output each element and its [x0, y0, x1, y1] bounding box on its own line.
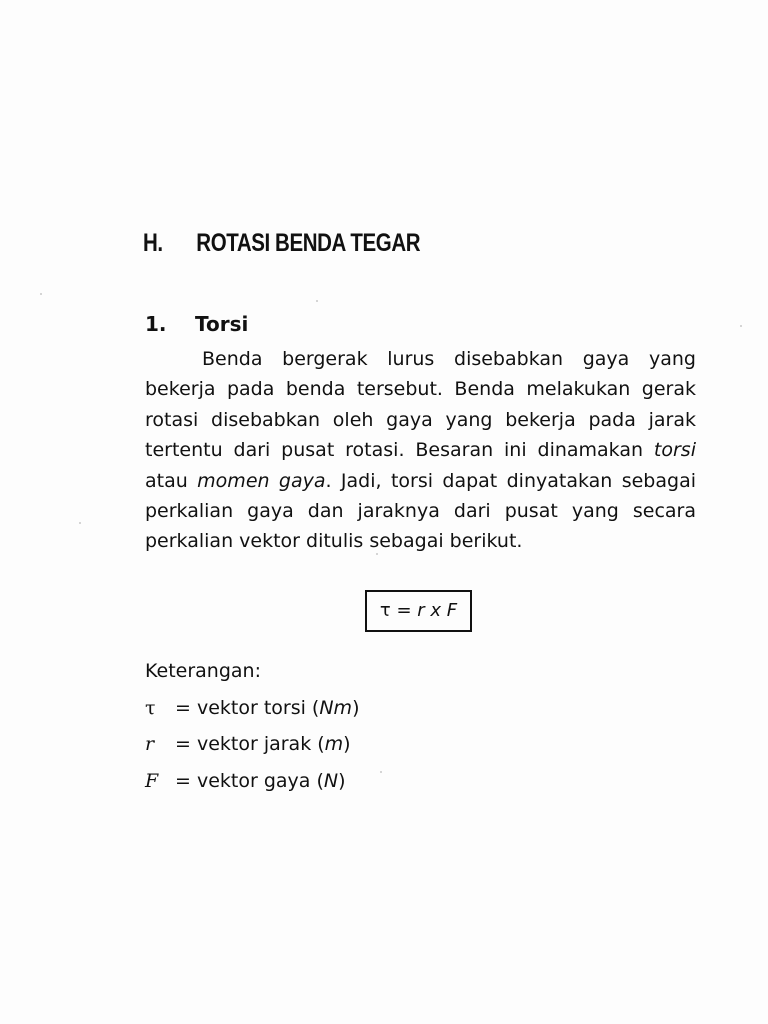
formula-operator: x: [424, 600, 447, 621]
legend-unit: Nm: [319, 697, 353, 719]
subsection-heading: [145, 312, 248, 336]
paragraph-part-1: Benda bergerak lurus disebabkan gaya yang bekerja pada benda tersebut. Benda melakukan gerak rotasi disebabkan oleh gaya yang bekerja pada jarak tertentu dari pusat rotasi. Besaran ini dinamakan: [145, 348, 696, 462]
paper-speck: [376, 553, 378, 555]
legend-text: = vektor torsi (: [175, 697, 320, 719]
torque-formula-box: [365, 590, 472, 632]
paragraph-part-3: . Jadi, torsi dapat dinyatakan sebagai perkalian gaya dan jaraknya dari pusat yang secara perkalian vektor ditulis sebagai berikut.: [145, 469, 696, 553]
paper-speck: [740, 325, 742, 327]
legend-symbol: τ: [145, 697, 156, 719]
legend-close: ): [338, 770, 346, 792]
paper-speck: [316, 300, 318, 302]
legend-text: = vektor gaya (: [175, 770, 324, 792]
term-momen-gaya: momen gaya: [197, 469, 326, 492]
section-title: ROTASI BENDA TEGAR: [196, 229, 421, 257]
subsection-title: Torsi: [195, 312, 249, 336]
legend-symbol: r: [145, 733, 155, 755]
legend-item-distance: [145, 733, 351, 755]
formula-f: F: [446, 600, 458, 621]
legend-title: Keterangan:: [145, 660, 261, 682]
legend-unit: N: [323, 770, 339, 792]
paragraph-part-2: atau: [145, 469, 198, 492]
legend-item-torque: [145, 697, 360, 719]
section-number: H.: [143, 229, 163, 257]
paper-speck: [79, 522, 81, 524]
subsection-number: 1.: [145, 312, 167, 336]
legend-close: ): [343, 733, 351, 755]
legend-close: ): [352, 697, 360, 719]
term-torsi: torsi: [653, 439, 696, 462]
section-heading: [143, 229, 420, 258]
legend-symbol: F: [145, 770, 159, 792]
body-paragraph: [145, 344, 696, 557]
paper-speck: [40, 293, 42, 295]
legend-item-force: [145, 770, 346, 792]
formula-tau: τ: [379, 600, 391, 621]
legend-unit: m: [324, 733, 344, 755]
legend-text: = vektor jarak (: [175, 733, 325, 755]
paper-speck: [380, 771, 382, 773]
formula-r: r: [417, 600, 425, 621]
formula-equals: =: [390, 600, 418, 621]
